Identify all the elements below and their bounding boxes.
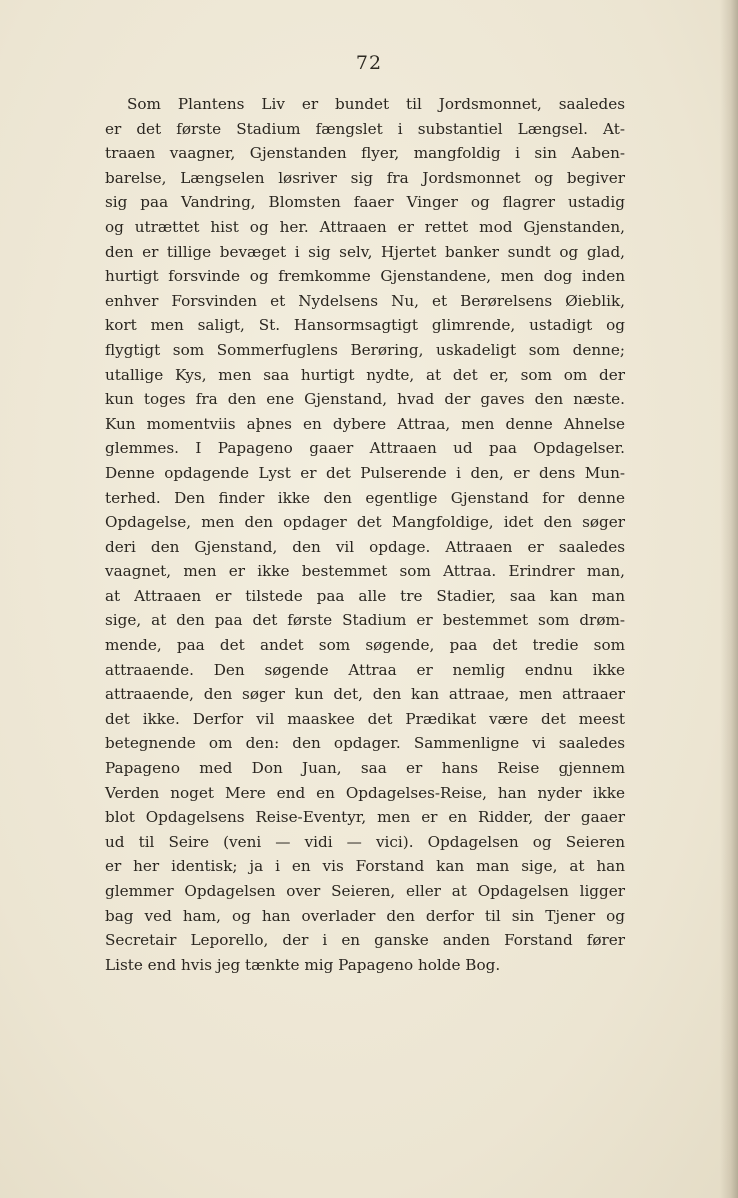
text-line: glemmes. I Papageno gaaer Attraaen ud paa Opdagelser.: [105, 439, 625, 458]
text-line: Opdagelse, men den opdager det Mangfoldige, idet den søger: [105, 513, 625, 532]
text-line: kun toges fra den ene Gjenstand, hvad der gaves den næste.: [105, 390, 625, 409]
text-line: Verden noget Mere end en Opdagelses-Reise, han nyder ikke: [105, 783, 625, 802]
text-line: terhed. Den finder ikke den egentlige Gjenstand for denne: [105, 488, 625, 507]
text-line: sig paa Vandring, Blomsten faaer Vinger og flagrer ustadig: [105, 193, 625, 212]
text-line: hurtigt forsvinde og fremkomme Gjenstandene, men dog inden: [105, 267, 625, 286]
text-line: det ikke. Derfor vil maaskee det Prædikat være det meest: [105, 709, 625, 728]
text-line: Liste end hvis jeg tænkte mig Papageno holde Bog.: [105, 955, 501, 974]
text-line: attraaende, den søger kun det, den kan attraae, men attraaer: [105, 685, 625, 704]
text-line: Papageno med Don Juan, saa er hans Reise gjennem: [105, 759, 625, 778]
text-line: barelse, Længselen løsriver sig fra Jordsmonnet og begiver: [105, 168, 625, 187]
text-line: betegnende om den: den opdager. Sammenligne vi saaledes: [105, 734, 625, 753]
text-line: den er tillige bevæget i sig selv, Hjertet banker sundt og glad,: [105, 242, 625, 261]
text-line: enhver Forsvinden et Nydelsens Nu, et Berørelsens Øieblik,: [105, 291, 625, 310]
text-line: utallige Kys, men saa hurtigt nydte, at det er, som om der: [105, 365, 625, 384]
page-edge-shadow: [720, 0, 738, 1198]
text-line: attraaende. Den søgende Attraa er nemlig endnu ikke: [105, 660, 625, 679]
text-line: Denne opdagende Lyst er det Pulserende i den, er dens Mun-: [105, 463, 625, 482]
text-line: mende, paa det andet som søgende, paa det tredie som: [105, 636, 625, 655]
text-line: bag ved ham, og han overlader den derfor til sin Tjener og: [105, 906, 625, 925]
text-line: vaagnet, men er ikke bestemmet som Attraa. Erindrer man,: [105, 562, 625, 581]
body-text: [105, 92, 625, 977]
text-line: blot Opdagelsens Reise-Eventyr, men er en Ridder, der gaaer: [105, 808, 625, 827]
text-line: Som Plantens Liv er bundet til Jordsmonnet, saaledes: [127, 95, 625, 113]
text-line: traaen vaagner, Gjenstanden flyer, mangfoldig i sin Aaben-: [105, 144, 625, 163]
text-line: er her identisk; ja i en vis Forstand kan man sige, at han: [105, 857, 625, 876]
text-line: deri den Gjenstand, den vil opdage. Attraaen er saaledes: [105, 537, 625, 556]
text-line: at Attraaen er tilstede paa alle tre Stadier, saa kan man: [105, 586, 625, 605]
text-line: Kun momentviis aþnes en dybere Attraa, men denne Ahnelse: [105, 414, 625, 433]
text-line: ud til Seire (veni — vidi — vici). Opdagelsen og Seieren: [105, 832, 625, 851]
text-line: kort men saligt, St. Hansormsagtigt glimrende, ustadigt og: [105, 316, 625, 335]
text-line: sige, at den paa det første Stadium er bestemmet som drøm-: [105, 611, 625, 630]
text-line: og utrættet hist og her. Attraaen er rettet mod Gjenstanden,: [105, 217, 625, 236]
text-line: glemmer Opdagelsen over Seieren, eller at Opdagelsen ligger: [105, 882, 625, 900]
page-number: 72: [355, 52, 383, 74]
text-line: er det første Stadium fængslet i substantiel Længsel. At-: [105, 119, 625, 138]
text-line: Secretair Leporello, der i en ganske anden Forstand fører: [105, 931, 625, 950]
text-line: flygtigt som Sommerfuglens Berøring, uskadeligt som denne;: [105, 340, 625, 359]
